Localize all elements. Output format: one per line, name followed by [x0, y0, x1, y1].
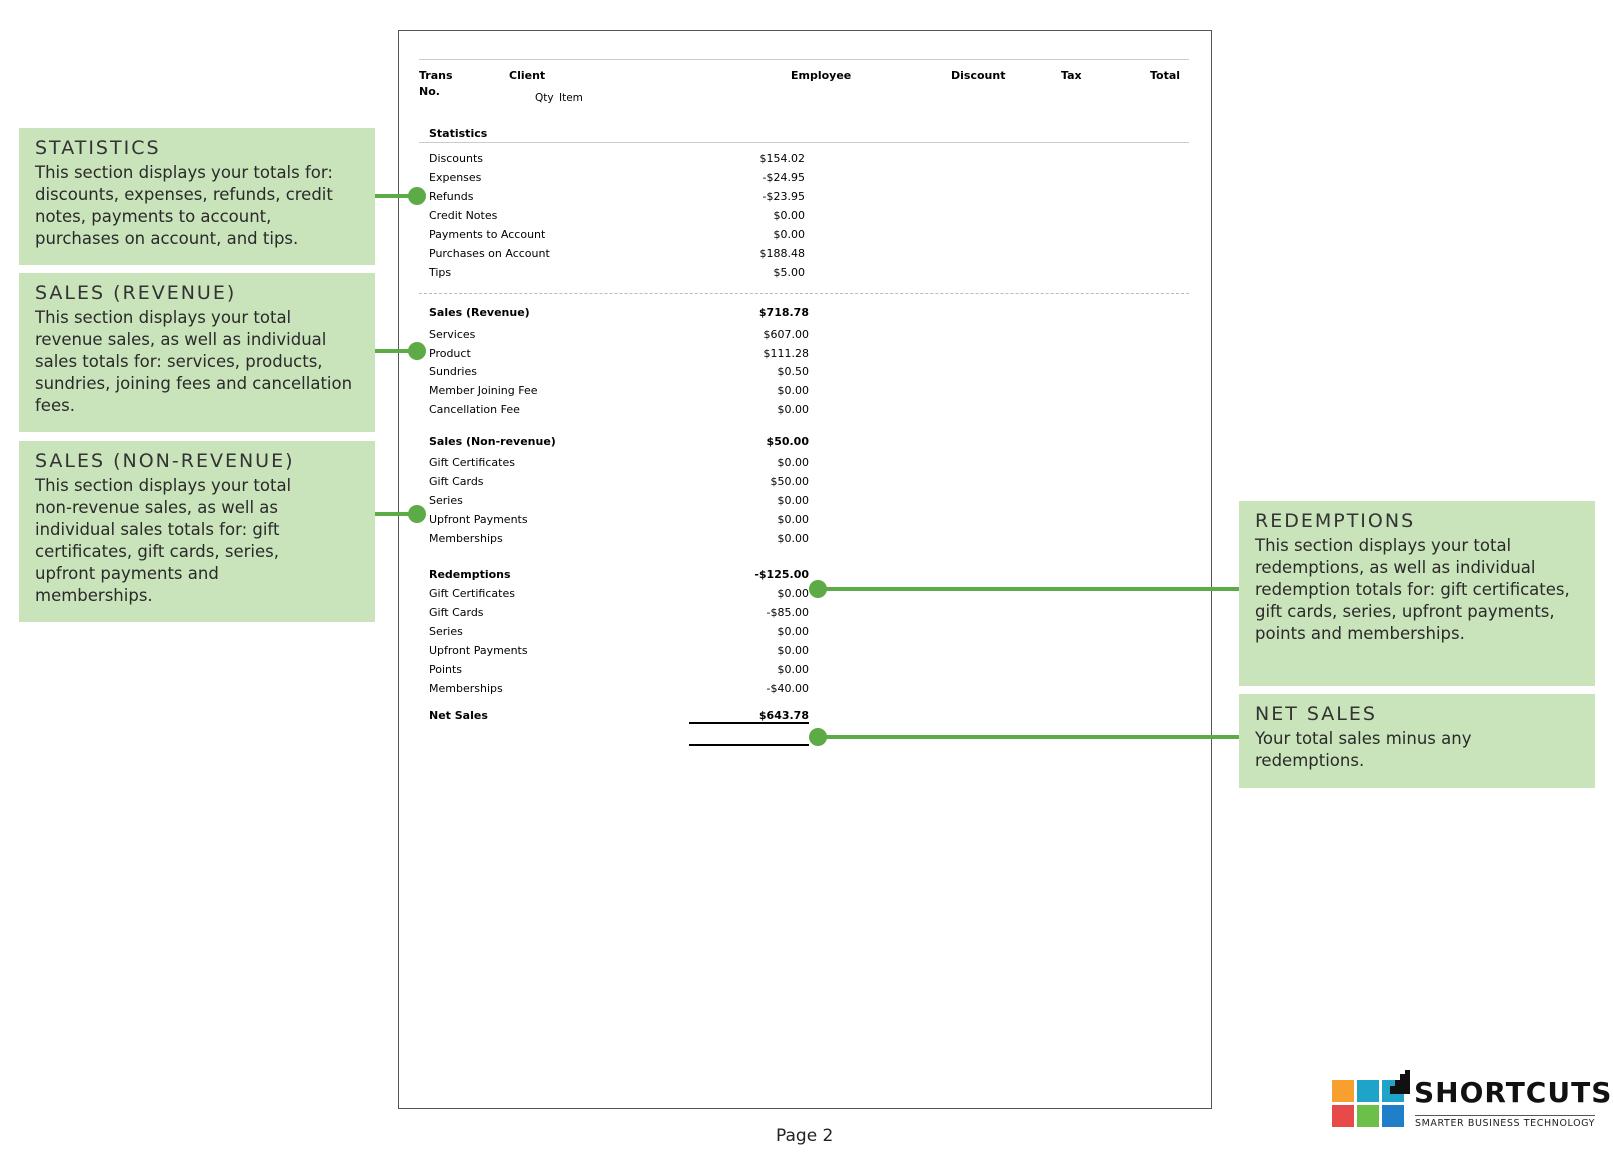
net-sales-rule-bottom — [689, 744, 809, 746]
statistics-heading — [429, 127, 805, 145]
stat-label: Payments to Account — [429, 228, 546, 241]
row-label: Gift Cards — [429, 606, 484, 619]
callout-title: SALES (REVENUE) — [35, 282, 237, 304]
stat-value: $154.02 — [759, 152, 805, 165]
sales-revenue-heading — [429, 306, 809, 324]
logo-tagline: SMARTER BUSINESS TECHNOLOGY — [1415, 1115, 1595, 1129]
row-label: Member Joining Fee — [429, 384, 538, 397]
col-qty: Qty — [535, 92, 554, 104]
row-value: $0.50 — [777, 365, 809, 378]
row-value: -$40.00 — [766, 682, 809, 695]
row-label: Gift Cards — [429, 475, 484, 488]
redemptions-row — [429, 663, 809, 681]
row-label: Memberships — [429, 682, 503, 695]
sales-revenue-row — [429, 328, 809, 346]
net-sales-label: Net Sales — [429, 709, 488, 722]
logo-square-red — [1332, 1105, 1354, 1127]
stat-value: -$23.95 — [762, 190, 805, 203]
sales-revenue-row — [429, 384, 809, 402]
sales-revenue-row — [429, 347, 809, 365]
row-value: $607.00 — [763, 328, 809, 341]
callout-body: This section displays your total revenue sales, as well as individual sales totals for: services, products, sundries, joining fees and cancellation fees. — [35, 308, 353, 415]
redemptions-total: -$125.00 — [754, 568, 809, 581]
row-value: $0.00 — [777, 513, 809, 526]
logo-square-green — [1357, 1105, 1379, 1127]
callout-title: SALES (NON-REVENUE) — [35, 450, 295, 472]
connector-dot — [809, 728, 827, 746]
callout-body: Your total sales minus any redemptions. — [1255, 729, 1472, 770]
row-label: Upfront Payments — [429, 644, 528, 657]
connector-dot — [809, 580, 827, 598]
stat-label: Refunds — [429, 190, 474, 203]
row-value: $0.00 — [777, 625, 809, 638]
col-tax: Tax — [1061, 69, 1082, 82]
connector-dot — [408, 187, 426, 205]
stat-value: $0.00 — [773, 209, 805, 222]
connector-redemptions — [818, 587, 1239, 591]
sales-revenue-title: Sales (Revenue) — [429, 306, 530, 319]
callout-title: REDEMPTIONS — [1255, 510, 1416, 532]
callout-sales-revenue — [19, 273, 375, 432]
statistics-title: Statistics — [429, 127, 488, 140]
redemptions-row — [429, 644, 809, 662]
sales-nonrevenue-title: Sales (Non-revenue) — [429, 435, 556, 448]
connector-net-sales — [818, 735, 1239, 739]
callout-statistics — [19, 128, 375, 265]
callout-net-sales — [1239, 694, 1595, 788]
stat-row — [429, 266, 805, 284]
callout-sales-nonrevenue — [19, 441, 375, 622]
stat-label: Tips — [429, 266, 452, 279]
sales-revenue-total: $718.78 — [758, 306, 809, 319]
row-value: $0.00 — [777, 456, 809, 469]
callout-body: This section displays your total non-revenue sales, as well as individual sales totals for: gift certificates, gift cards, series, upfront payments and memberships. — [35, 476, 292, 605]
row-label: Series — [429, 625, 463, 638]
net-sales-value: $643.78 — [758, 709, 809, 722]
row-label: Series — [429, 494, 463, 507]
row-value: $111.28 — [763, 347, 809, 360]
callout-title: NET SALES — [1255, 703, 1377, 725]
row-label: Services — [429, 328, 476, 341]
stat-value: $5.00 — [773, 266, 805, 279]
redemptions-heading — [429, 568, 809, 586]
col-item: Item — [559, 92, 583, 104]
logo-square-teal — [1357, 1080, 1379, 1102]
sales-nonrevenue-heading — [429, 435, 809, 453]
col-total: Total — [1150, 69, 1181, 82]
connector-dot — [408, 505, 426, 523]
callout-redemptions — [1239, 501, 1595, 686]
logo-square-blue — [1382, 1105, 1404, 1127]
callout-body: This section displays your totals for: discounts, expenses, refunds, credit notes, payments to account, purchases on account, and tips. — [35, 163, 333, 248]
col-discount: Discount — [951, 69, 1006, 82]
row-value: $0.00 — [777, 663, 809, 676]
col-trans: Trans — [419, 69, 453, 82]
col-no: No. — [419, 85, 440, 98]
row-value: $0.00 — [777, 644, 809, 657]
row-label: Cancellation Fee — [429, 403, 520, 416]
row-label: Product — [429, 347, 471, 360]
redemptions-title: Redemptions — [429, 568, 511, 581]
stat-row — [429, 228, 805, 246]
stat-label: Expenses — [429, 171, 482, 184]
stat-row — [429, 247, 805, 265]
row-label: Gift Certificates — [429, 587, 515, 600]
sales-nonrevenue-row — [429, 494, 809, 512]
page-number: Page 2 — [776, 1126, 834, 1146]
row-value: $0.00 — [777, 494, 809, 507]
col-employee: Employee — [791, 69, 852, 82]
stat-label: Discounts — [429, 152, 484, 165]
stat-row — [429, 209, 805, 227]
col-client: Client — [509, 69, 546, 82]
stat-value: $188.48 — [759, 247, 805, 260]
stat-row — [429, 190, 805, 208]
sales-nonrevenue-row — [429, 475, 809, 493]
net-sales-row — [429, 709, 809, 727]
row-value: $0.00 — [777, 532, 809, 545]
stat-value: -$24.95 — [762, 171, 805, 184]
connector-dot — [408, 342, 426, 360]
row-value: $0.00 — [777, 384, 809, 397]
redemptions-row — [429, 682, 809, 700]
sales-nonrevenue-total: $50.00 — [766, 435, 809, 448]
logo-brand: SHORTCUTS — [1414, 1076, 1613, 1109]
stat-label: Credit Notes — [429, 209, 498, 222]
shortcuts-logo — [1332, 1070, 1613, 1130]
row-label: Sundries — [429, 365, 477, 378]
callout-title: STATISTICS — [35, 137, 161, 159]
stat-row — [429, 152, 805, 170]
row-label: Upfront Payments — [429, 513, 528, 526]
callout-body: This section displays your total redemptions, as well as individual redemption totals for: gift certificates, gift cards, series, upfront payments, points and memberships. — [1255, 536, 1570, 643]
row-label: Gift Certificates — [429, 456, 515, 469]
logo-square-orange — [1332, 1080, 1354, 1102]
row-value: $50.00 — [770, 475, 809, 488]
row-value: $0.00 — [777, 403, 809, 416]
report-page — [398, 30, 1212, 1109]
logo-stairs-icon — [1390, 1070, 1410, 1094]
row-value: -$85.00 — [766, 606, 809, 619]
row-value: $0.00 — [777, 587, 809, 600]
section-divider — [419, 293, 1189, 294]
row-label: Memberships — [429, 532, 503, 545]
stat-row — [429, 171, 805, 189]
redemptions-row — [429, 625, 809, 643]
sales-nonrevenue-row — [429, 532, 809, 550]
sales-revenue-row — [429, 365, 809, 383]
stat-label: Purchases on Account — [429, 247, 550, 260]
stat-value: $0.00 — [773, 228, 805, 241]
sales-nonrevenue-row — [429, 513, 809, 531]
redemptions-row — [429, 606, 809, 624]
sales-nonrevenue-row — [429, 456, 809, 474]
row-label: Points — [429, 663, 463, 676]
sales-revenue-row — [429, 403, 809, 421]
redemptions-row — [429, 587, 809, 605]
